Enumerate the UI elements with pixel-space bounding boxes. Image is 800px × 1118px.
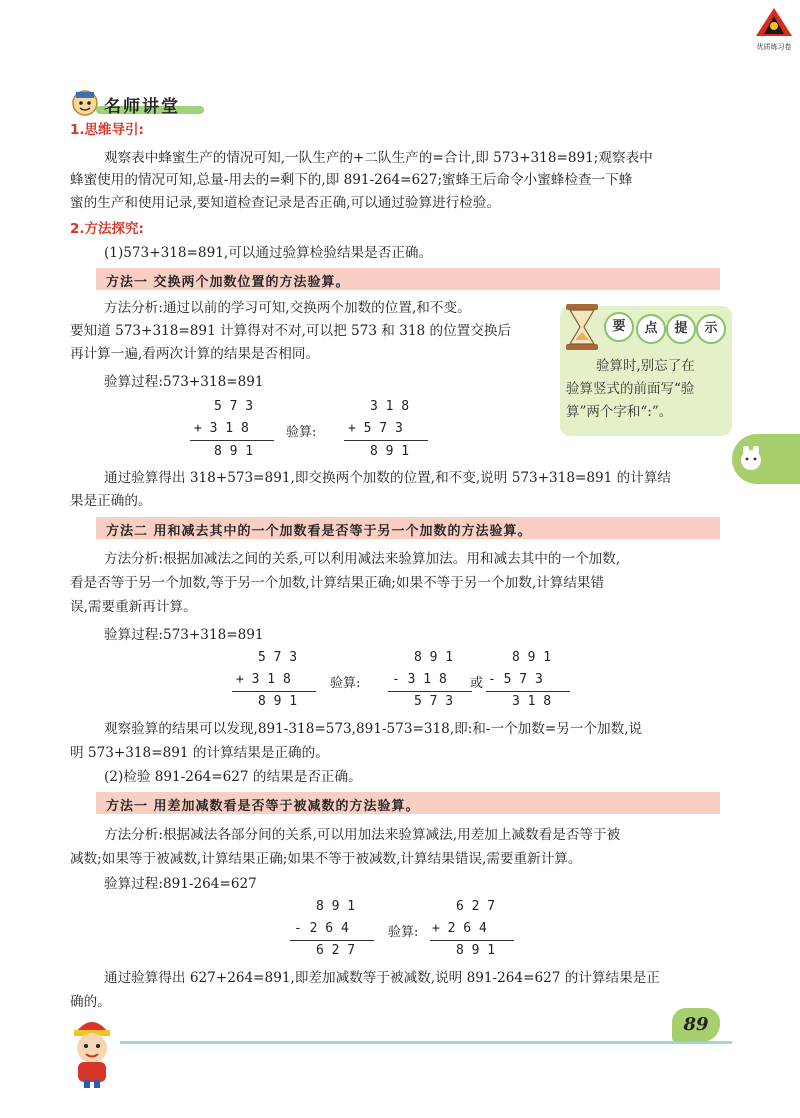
m2-calc2-res: 5 7 3 <box>414 694 454 709</box>
logo-text: 优质练习卷 <box>756 43 792 51</box>
m2-check-label: 验算: <box>330 676 361 691</box>
m2-calc1-mid: + 3 1 8 <box>236 672 291 687</box>
m2-calc3-mid: - 5 7 3 <box>488 672 543 687</box>
m3-analysis-2: 减数;如果等于被减数,计算结果正确;如果不等于被减数,计算结果错误,需要重新计算。 <box>70 851 582 867</box>
m3-calc2-res: 8 9 1 <box>456 943 496 958</box>
m3-calc2-mid: + 2 6 4 <box>432 921 487 936</box>
m1-calc2-top: 3 1 8 <box>370 399 410 414</box>
m3-calc1-top: 8 9 1 <box>316 899 356 914</box>
section-title: 名师讲堂 <box>104 97 180 117</box>
m2-conclusion-2: 明 573+318=891 的计算结果是正确的。 <box>70 745 329 761</box>
tip-char-1: 要 <box>604 312 634 342</box>
tip-char-2: 点 <box>636 314 666 344</box>
m2-calc3-line <box>486 691 570 692</box>
m3-calc1-res: 6 2 7 <box>316 943 356 958</box>
section-2-title: 2.方法探究: <box>70 221 144 237</box>
tip-line-1: 验算时,别忘了在 <box>596 358 695 374</box>
method-1-band: 方法一 交换两个加数位置的方法验算。 <box>96 268 720 290</box>
m1-calc1-line <box>190 440 274 441</box>
m1-calc2-line <box>344 440 428 441</box>
footer-rule <box>120 1041 732 1044</box>
tip-line-2: 验算竖式的前面写“验 <box>566 381 695 397</box>
m3-calc1-mid: - 2 6 4 <box>294 921 349 936</box>
page-number-badge <box>672 1008 720 1042</box>
s1-line-1: 观察表中蜂蜜生产的情况可知,一队生产的+二队生产的=合计,即 573+318=891;观察表中 <box>104 150 653 166</box>
m2-calc2-line <box>388 691 472 692</box>
section-1-title: 1.思维导引: <box>70 122 144 138</box>
m2-calc1-res: 8 9 1 <box>258 694 298 709</box>
m2-conclusion-1: 观察验算的结果可以发现,891-318=573,891-573=318,即:和-一个加数=另一个加数,说 <box>104 721 643 737</box>
m1-analysis-2: 要知道 573+318=891 计算得对不对,可以把 573 和 318 的位置交换后 <box>70 323 512 339</box>
page-number: 89 <box>683 1014 709 1035</box>
m2-calc1-line <box>232 691 316 692</box>
m3-check-label: 验算: <box>388 925 419 940</box>
tip-char-4: 示 <box>696 314 726 344</box>
section-header <box>70 88 210 118</box>
s1-line-3: 蜜的生产和使用记录,要知道检查记录是否正确,可以通过验算进行检验。 <box>70 195 501 211</box>
m3-calc1-line <box>290 940 374 941</box>
m2-calc3-top: 8 9 1 <box>512 650 552 665</box>
m1-analysis-1: 方法分析:通过以前的学习可知,交换两个加数的位置,和不变。 <box>104 300 471 316</box>
m2-process: 验算过程:573+318=891 <box>104 627 264 643</box>
m2-calc2-top: 8 9 1 <box>414 650 454 665</box>
method-2-band: 方法二 用和减去其中的一个加数看是否等于另一个加数的方法验算。 <box>96 517 720 539</box>
m3-calc2-line <box>430 940 514 941</box>
question-2: (2)检验 891-264=627 的结果是否正确。 <box>104 769 362 785</box>
m2-analysis-2: 看是否等于另一个加数,等于另一个加数,计算结果正确;如果不等于另一个加数,计算结果错 <box>70 575 605 591</box>
footer-mascot <box>62 1010 122 1090</box>
m2-calc3-res: 3 1 8 <box>512 694 552 709</box>
hourglass-icon <box>562 302 602 352</box>
m3-analysis-1: 方法分析:根据减法各部分间的关系,可以用加法来验算减法,用差加上减数看是否等于被 <box>104 827 621 843</box>
tip-line-3: 算”两个字和“:”。 <box>566 404 673 420</box>
tip-box <box>560 306 732 436</box>
question-1: (1)573+318=891,可以通过验算检验结果是否正确。 <box>104 245 433 261</box>
m1-calc1-top: 5 7 3 <box>214 399 254 414</box>
m1-analysis-3: 再计算一遍,看两次计算的结果是否相同。 <box>70 346 320 362</box>
m2-or: 或 <box>470 676 484 691</box>
m1-conclusion-2: 果是正确的。 <box>70 493 152 509</box>
tip-char-3: 提 <box>666 314 696 344</box>
m3-process: 验算过程:891-264=627 <box>104 876 257 892</box>
s1-line-2: 蜂蜜使用的情况可知,总量-用去的=剩下的,即 891-264=627;蜜蜂王后命令小蜜蜂检查一下蜂 <box>70 172 633 188</box>
logo-icon <box>752 6 796 38</box>
m1-check-label: 验算: <box>286 425 317 440</box>
m1-calc1-mid: + 3 1 8 <box>194 421 249 436</box>
m3-conclusion-1: 通过验算得出 627+264=891,即差加减数等于被减数,说明 891-264=627 的计算结果是正 <box>104 970 660 986</box>
m3-calc2-top: 6 2 7 <box>456 899 496 914</box>
m1-calc2-res: 8 9 1 <box>370 444 410 459</box>
m2-analysis-3: 误,需要重新再计算。 <box>70 599 197 615</box>
m1-calc1-res: 8 9 1 <box>214 444 254 459</box>
m1-calc2-mid: + 5 7 3 <box>348 421 403 436</box>
publisher-logo <box>752 6 796 50</box>
boy-mascot-icon <box>62 1010 122 1090</box>
m1-process: 验算过程:573+318=891 <box>104 374 264 390</box>
m3-conclusion-2: 确的。 <box>70 994 111 1010</box>
m2-analysis-1: 方法分析:根据加减法之间的关系,可以利用减法来验算加法。用和减去其中的一个加数, <box>104 551 621 567</box>
m2-calc1-top: 5 7 3 <box>258 650 298 665</box>
m2-calc2-mid: - 3 1 8 <box>392 672 447 687</box>
m1-conclusion-1: 通过验算得出 318+573=891,即交换两个加数的位置,和不变,说明 573+318=891 的计算结 <box>104 470 672 486</box>
teacher-icon <box>70 88 100 118</box>
method-3-band: 方法一 用差加减数看是否等于被减数的方法验算。 <box>96 792 720 814</box>
